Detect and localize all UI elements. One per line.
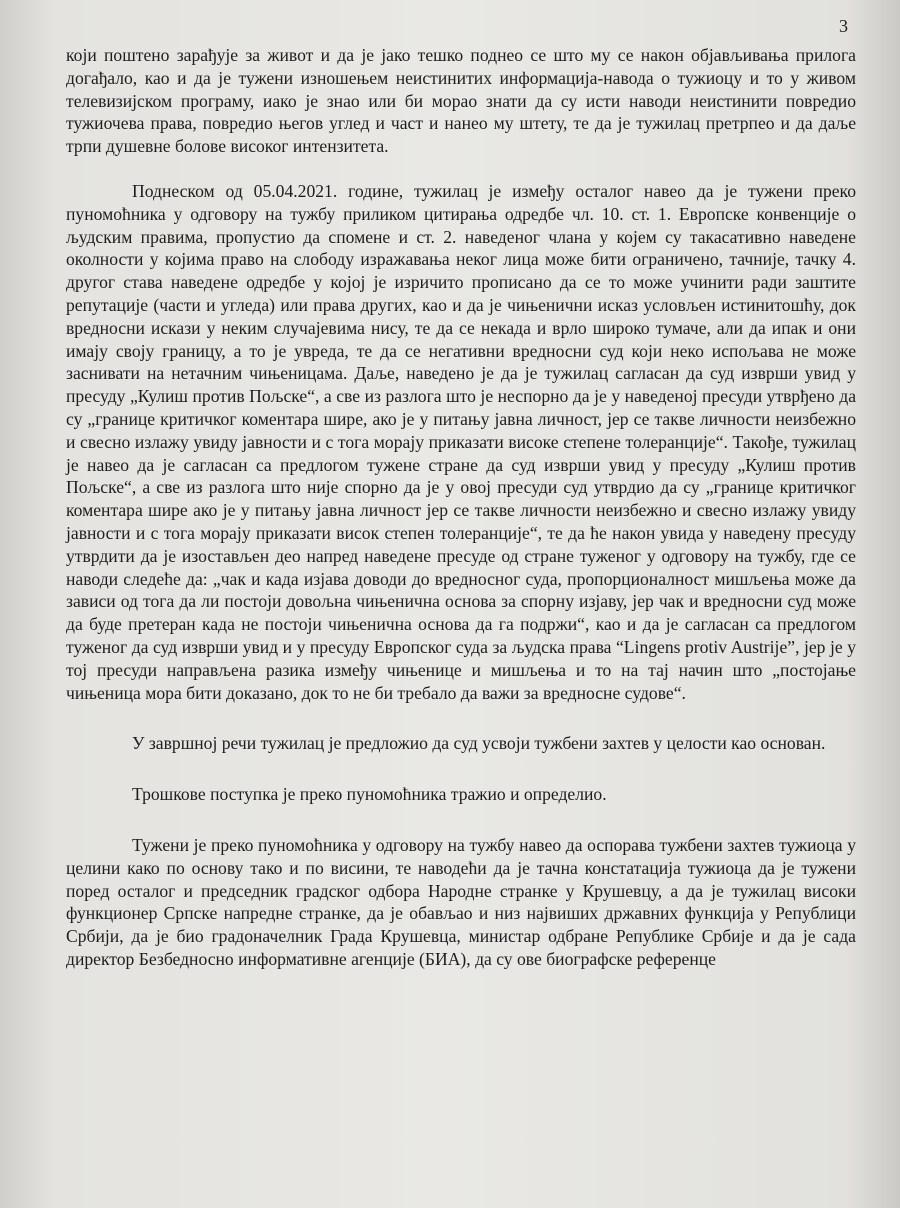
paragraph-submission: Поднеском од 05.04.2021. године, тужилац је између осталог навео да је тужени преко пуномоћника у одговору на тужбу приликом цитирања одредбе чл. 10. ст. 1. Европске конвенције о људским правима, пропустио да спомене и ст. 2. наведеног члана у којем су такасативно наведене околности у којима право на слободу изражавања неког лица може бити ограничено, тачније, тачку 4. другог става наведене одредбе у којој је изричито прописано да се то може учинити ради заштите репутације (части и угледа) или права других, као и да је чињенични исказ условљен истинитошћу, док вредносни искази у неким случајевима нису, те да се некада и врло широко тумаче, али да ипак и они имају своју границу, а то је увреда, те да се негативни вредносни суд који неко испољава не може заснивати на нетачним чињеницама. Даље, наведено је да је тужилац сагласан да суд изврши увид у пресуду „Кулиш против Пољске“, а све из разлога што је неспорно да је у наведеној пресуди утврђено да су „границе критичког коментара шире, ако је у питању јавна личност, јер се такве личности неизбежно и свесно излажу увиду јавности и с тога морају приказати високе степене толеранције“. Такође, тужилац је навео да је сагласан са предлогом тужене стране да суд изврши увид у пресуду „Кулиш против Пољске“, а све из разлога што није спорно да је у овој пресуди суд утврдио да су „границе критичког коментара шире ако је у питању јавна личност јер се такве личности неизбежно и свесно излажу увиду јавности и с тога морају приказати висок степен толеранције“, те да ће након увида у наведену пресуду утврдити да је изостављен део напред наведене пресуде од стране туженог у одговору на тужбу, где се наводи следеће да: „чак и када изјава доводи до вредносног суда, пропорционалност мишљења може да зависи од тога да ли постоји довољна чињенична основа за спорну изјаву, јер чак и вредносни суд може да буде претеран када не постоји чињенична основа да га подржи“, као и да је сагласан са предлогом туженог да суд изврши увид и у пресуду Европског суда за људска права “Lingens protiv Austrije”, јер је у тој пресуди направљена разика између чињенице и мишљења и то на тај начин што „постојање чињеница мора бити доказано, док то не би требало да важи за вредносне судове“.: [66, 180, 856, 703]
page-number: 3: [839, 16, 848, 36]
document-body: [66, 44, 856, 971]
paragraph-defendant-response: Тужени је преко пуномоћника у одговору на тужбу навео да оспорава тужбени захтев тужиоца у целини како по основу тако и по висини, те наводећи да је тачна констатација тужиоца да је тужени поред осталог и председник градског одбора Народне странке у Крушевцу, а да је тужилац високи функционер Српске напредне странке, да је обављао и низ највиших државних функција у Републици Србији, да је био градоначелник Града Крушевца, министар одбране Републике Србије и да је сада директор Безбедносно информативне агенције (БИА), да су ове биографске референце: [66, 834, 856, 969]
paragraph-costs: Трошкове поступка је преко пуномоћника тражио и определио.: [132, 784, 607, 805]
paragraph-continuation: који поштено зарађује за живот и да је јако тешко поднео се што му се након објављивања прилога догађало, као и да је тужени изношењем неистинитих информација-навода о тужиоцу и то у живом телевизијском програму, иако је знао или би морао знати да су исти наводи неистинити повредио тужиочева права, повредио његов углед и част и нанео му штету, те да је тужилац претрпео и да даље трпи душевне болове високог интензитета.: [66, 45, 856, 157]
paragraph-closing-statement: У завршној речи тужилац је предложио да суд усвоји тужбени захтев у целости као основан.: [132, 733, 826, 754]
